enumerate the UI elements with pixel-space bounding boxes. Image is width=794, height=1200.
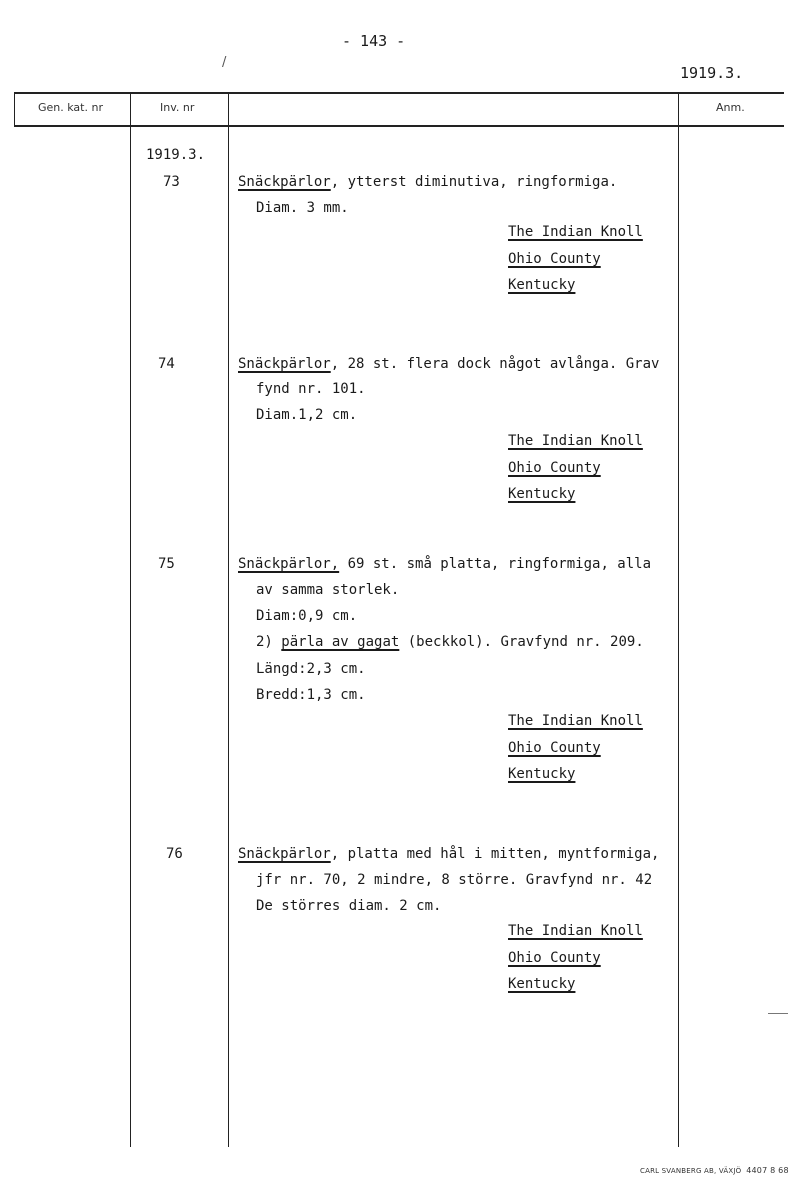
entry-line: jfr nr. 70, 2 mindre, 8 större. Gravfynd nr. 42 — [256, 872, 653, 888]
column-divider-1 — [130, 92, 131, 1147]
column-header-anm: Anm. — [716, 101, 745, 114]
entry-line: Diam. 3 mm. — [256, 200, 349, 216]
printer-name: CARL SVANBERG AB, VÄXJÖ — [640, 1167, 742, 1175]
column-divider-2 — [228, 92, 229, 1147]
page-number: - 143 - — [342, 32, 406, 50]
entry-title: Snäckpärlor — [238, 174, 331, 190]
place-state: Kentucky — [508, 766, 576, 782]
entry-line: fynd nr. 101. — [256, 381, 366, 397]
page-year-code: 1919.3. — [680, 64, 744, 82]
series-label: 1919.3. — [146, 147, 206, 163]
inv-nr: 73 — [163, 174, 180, 190]
place-state: Kentucky — [508, 486, 576, 502]
entry-line: Diam:0,9 cm. — [256, 608, 358, 624]
entry-first-line — [238, 356, 659, 372]
subitem-text: (beckkol). Gravfynd nr. 209. — [399, 634, 644, 650]
place-state: Kentucky — [508, 277, 576, 293]
entry-title: Snäckpärlor — [238, 846, 331, 862]
column-divider-3 — [678, 92, 679, 1147]
entry-first-line — [238, 174, 617, 190]
subitem-prefix: 2) — [256, 634, 282, 650]
margin-dash — [768, 1013, 788, 1014]
entry-title: Snäckpärlor — [238, 356, 331, 372]
entry-title: Snäckpärlor, — [238, 556, 340, 572]
form-code: 4407 8 68 — [746, 1166, 789, 1175]
place-county: Ohio County — [508, 740, 601, 756]
entry-text: , platta med hål i mitten, myntformiga, — [330, 846, 660, 862]
entry-line: Diam.1,2 cm. — [256, 407, 358, 423]
inv-nr: 75 — [158, 556, 175, 572]
place-site: The Indian Knoll — [508, 713, 643, 729]
entry-line: De störres diam. 2 cm. — [256, 898, 442, 914]
pencil-mark: / — [222, 55, 227, 70]
inv-nr: 76 — [166, 846, 183, 862]
entry-line: av samma storlek. — [256, 582, 400, 598]
entry-text: 69 st. små platta, ringformiga, alla — [339, 556, 652, 572]
entry-text: , 28 st. flera dock något avlånga. Grav — [330, 356, 660, 372]
entry-text: , ytterst diminutiva, ringformiga. — [330, 174, 618, 190]
subitem-title: pärla av gagat — [281, 634, 400, 650]
place-site: The Indian Knoll — [508, 923, 643, 939]
place-state: Kentucky — [508, 976, 576, 992]
place-county: Ohio County — [508, 950, 601, 966]
entry-first-line — [238, 846, 659, 862]
column-header-inv-nr: Inv. nr — [160, 101, 195, 114]
table-left-edge — [14, 92, 15, 126]
entry-line: Längd:2,3 cm. — [256, 661, 366, 677]
place-county: Ohio County — [508, 251, 601, 267]
column-header-gen-kat-nr: Gen. kat. nr — [38, 101, 103, 114]
inv-nr: 74 — [158, 356, 175, 372]
place-site: The Indian Knoll — [508, 433, 643, 449]
entry-subitem-line — [256, 634, 644, 650]
entry-first-line — [238, 556, 651, 572]
printer-imprint — [640, 1166, 789, 1175]
place-county: Ohio County — [508, 460, 601, 476]
entry-line: Bredd:1,3 cm. — [256, 687, 366, 703]
place-site: The Indian Knoll — [508, 224, 643, 240]
